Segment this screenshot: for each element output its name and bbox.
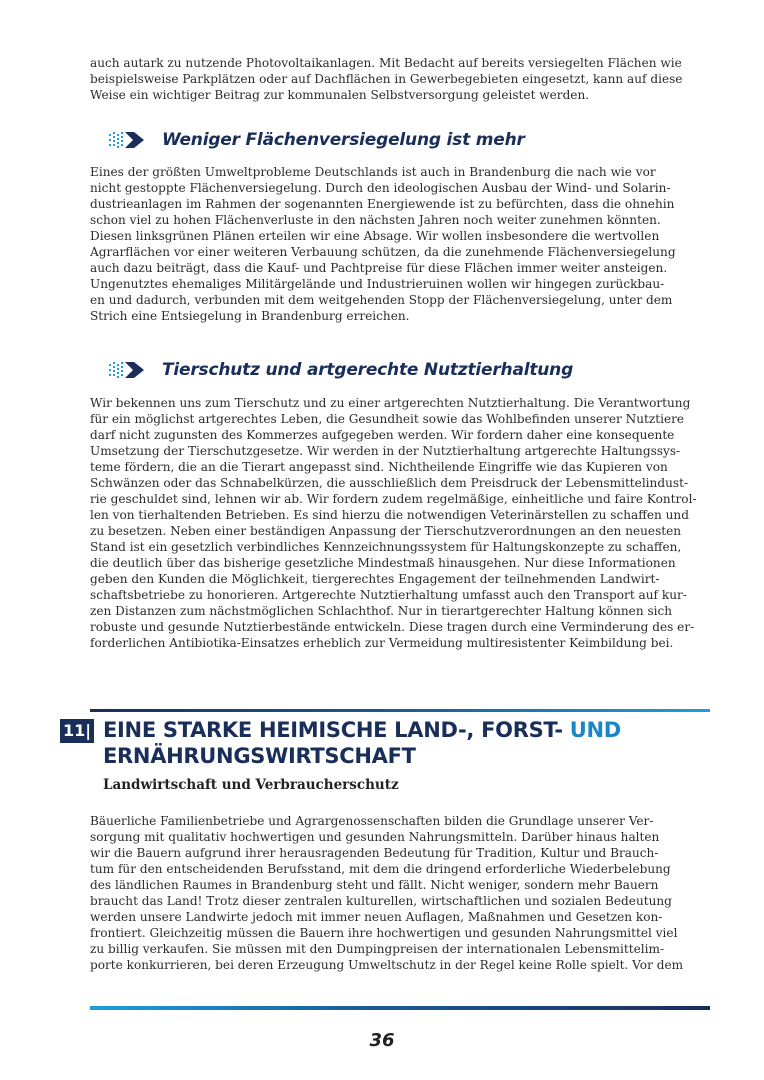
chapter-title: [103, 717, 703, 769]
section-heading-tierschutz: [108, 358, 573, 382]
chapter-title-part1: EINE STARKE HEIMISCHE LAND-, FORST-: [103, 718, 570, 742]
footer-divider: [90, 1006, 710, 1010]
chapter-title-part2: ERNÄHRUNGSWIRTSCHAFT: [103, 744, 416, 768]
section-paragraph-block: [90, 395, 710, 651]
chapter-title-accent: UND: [569, 718, 621, 742]
section-paragraph-block: [90, 164, 710, 324]
page-number: 36: [369, 1030, 395, 1051]
intro-paragraph: auch autark zu nutzende Photovoltaikanlagen. Mit Bedacht auf bereits versiegelten Flächen wie beispielsweise Parkplätzen oder auf Dachflächen in Gewerbegebieten eingesetzt, kann auf diese Weise ein wichtiger Beitrag zur kommunalen Selbstversorgung geleistet werden.: [90, 56, 683, 102]
section-title: Tierschutz und artgerechte Nutztierhaltung: [162, 360, 574, 380]
section-paragraph: Eines der größten Umweltprobleme Deutschlands ist auch in Brandenburg die nach wie vor nicht gestoppte Flächenversiegelung. Durch den ideologischen Ausbau der Wind- und Solarin- dustrieanlagen im Rahmen der sogenannten Energiewende ist zu befürchten, dass die ohnehin schon viel zu hohen Flächenverluste in den nächsten Jahren noch weiter zunehmen könnten. Diesen linksgrünen Plänen erteilen wir eine Absage. Wir wollen insbesondere die wertvollen Agrarflächen vor einer weiteren Verbauung schützen, da die zunehmende Flächenversiegelung auch dazu beiträgt, dass die Kauf- und Pachtpreise für diese Flächen immer weiter ansteigen. Ungenutztes ehemaliges Militärgelände und Industrieruinen wollen wir hingegen zurückbau- en und dadurch, verbunden mit dem weitgehenden Stopp der Flächenversiegelung, unter dem Strich eine Entsiegelung in Brandenburg erreichen.: [90, 165, 676, 323]
arrow-right-icon: [108, 361, 146, 379]
intro-paragraph-block: [90, 55, 710, 103]
section-paragraph: Wir bekennen uns zum Tierschutz und zu einer artgerechten Nutztierhaltung. Die Verantwortung für ein möglichst artgerechtes Leben, die Gesundheit sowie das Wohlbefinden unserer Nutztiere darf nicht zugunsten des Kommerzes aufgegeben werden. Wir fordern daher eine konsequente Umsetzung der Tierschutzgesetze. Wir werden in der Nutztierhaltung artgerechte Haltungssys- teme fördern, die an die Tierart angepasst sind. Nichtheilende Eingriffe wie das Kupieren von Schwänzen oder das Schnabelkürzen, die ausschließlich dem Preisdruck der Lebensmittelindust- rie geschuldet sind, lehnen wir ab. Wir fordern zudem regelmäßige, einheitliche und faire Kontrol- len von tierhaltenden Betrieben. Es sind hierzu die notwendigen Veterinärstellen zu schaffen und zu besetzen. Neben einer beständigen Anpassung der Tierschutzverordnungen an den neuesten Stand ist ein gesetzlich verbindliches Kennzeichnungssystem für Haltungskonzepte zu schaffen, die deutlich über das bisherige gesetzliche Mindestmaß hinausgehen. Nur diese Informationen geben den Kunden die Möglichkeit, tiergerechtes Engagement der teilnehmenden Landwirt- schaftsbetriebe zu honorieren. Artgerechte Nutztierhaltung umfasst auch den Transport auf kur- zen Distanzen zum nächstmöglichen Schlachthof. Nur in tierartgerechter Haltung können sich robuste und gesunde Nutztierbestände entwickeln. Diese tragen durch eine Verminderung des er- forderlichen Antibiotika-Einsatzes erheblich zur Vermeidung multiresistenter Keimbildung bei.: [90, 396, 697, 650]
chapter-paragraph: Bäuerliche Familienbetriebe und Agrargenossenschaften bilden die Grundlage unserer Ver- sorgung mit qualitativ hochwertigen und gesunden Nahrungsmitteln. Darüber hinaus halten wir die Bauern aufgrund ihrer herausragenden Bedeutung für Tradition, Kultur und Brauch- tum für den entscheidenden Berufsstand, mit dem die dringend erforderliche Wiederbelebung des ländlichen Raumes in Brandenburg steht und fällt. Nicht weniger, sondern mehr Bauern braucht das Land! Trotz dieser zentralen kulturellen, wirtschaftlichen und sozialen Bedeutung werden unsere Landwirte jedoch mit immer neuen Auflagen, Maßnahmen und Gesetzen kon- frontiert. Gleichzeitig müssen die Bauern ihre hochwertigen und gesunden Nahrungsmittel viel zu billig verkaufen. Sie müssen mit den Dumpingpreisen der internationalen Lebensmittelim- porte konkurrieren, bei deren Erzeugung Umweltschutz in der Regel keine Rolle spielt. Vor dem: [90, 814, 684, 972]
section-heading-flaechenversiegelung: [108, 128, 525, 152]
chapter-divider: [90, 709, 710, 712]
arrow-right-icon: [108, 131, 146, 149]
chapter-subtitle: Landwirtschaft und Verbraucherschutz: [103, 777, 399, 793]
chapter-number-badge: 11|: [60, 719, 94, 743]
section-title: Weniger Flächenversiegelung ist mehr: [162, 130, 525, 150]
chapter-paragraph-block: [90, 813, 710, 973]
